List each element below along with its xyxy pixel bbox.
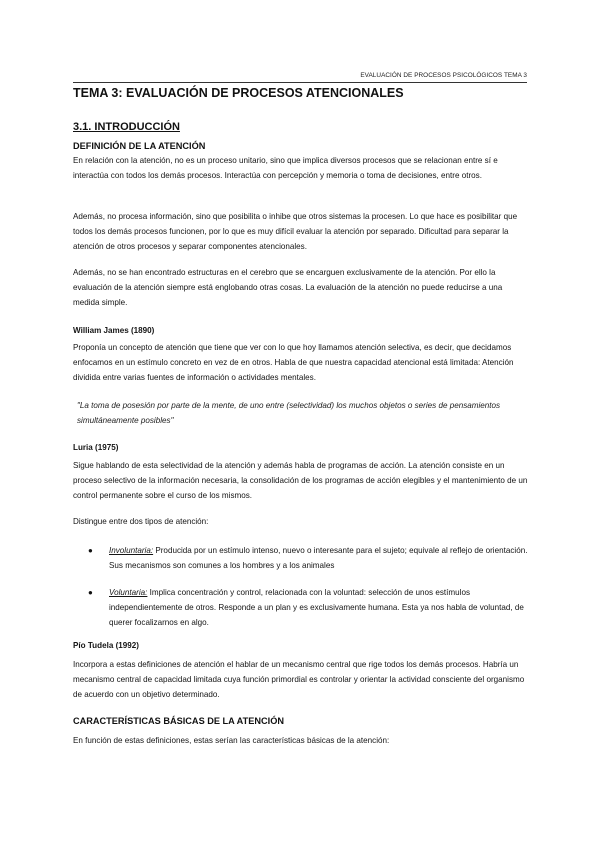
author-james: William James (1890) — [73, 326, 155, 335]
list-item-text: Producida por un estímulo intenso, nuevo o interesante para el sujeto; equivale al reflejo de orientación. Sus mecanismos son comunes a los hombres y a los animales — [109, 546, 528, 570]
running-header: EVALUACIÓN DE PROCESOS PSICOLÓGICOS TEMA 3 — [360, 72, 527, 79]
subheading-caracteristicas: CARACTERÍSTICAS BÁSICAS DE LA ATENCIÓN — [73, 716, 284, 726]
bullet-icon: ● — [88, 546, 93, 555]
term-voluntaria: Voluntaria: — [109, 588, 148, 597]
author-tudela: Pío Tudela (1992) — [73, 641, 139, 650]
paragraph-luria: Sigue hablando de esta selectividad de la atención y además habla de programas de acción. La atención consiste en un proceso selectivo de la información necesaria, la consolidación de los programas de acción elegibles y el mantenimiento de un control permanente sobre el curso de los mismos. — [73, 461, 528, 500]
bullet-icon: ● — [88, 588, 93, 597]
paragraph-definicion-1: En relación con la atención, no es un proceso unitario, sino que implica diversos procesos que se relacionan entre sí e interactúa con todos los demás procesos. Interactúa con percepción y memoria o toma de decisiones, entre otros. — [73, 156, 498, 180]
list-item-text: Implica concentración y control, relacionada con la voluntad: selección de unos estímulos independientemente de otros. Responde a un plan y es exclusivamente humana. Esta ya nos habla de voluntad, de querer focalizarnos en algo. — [109, 588, 524, 627]
paragraph-tudela: Incorpora a estas definiciones de atención el hablar de un mecanismo central que rige todos los demás procesos. Habría un mecanismo central de capacidad limitada cuya función primordial es controlar y orientar la actividad consciente del organismo de acuerdo con un objetivo determinado. — [73, 660, 525, 699]
paragraph-caracteristicas: En función de estas definiciones, estas serían las características básicas de la atención: — [73, 736, 390, 745]
paragraph-definicion-2: Además, no procesa información, sino que posibilita o inhibe que otros sistemas la procesen. Lo que hace es posibilitar que todos los demás procesos funcionen, por lo que es muy difícil evaluar la atención por separado. Dificultad para separar la atención de otros procesos y separar componentes atencionales. — [73, 212, 518, 251]
list-item-voluntaria — [109, 585, 529, 630]
page-title: TEMA 3: EVALUACIÓN DE PROCESOS ATENCIONALES — [73, 86, 404, 100]
author-luria: Luria (1975) — [73, 443, 119, 452]
term-involuntaria: Involuntaria: — [109, 546, 154, 555]
paragraph-james: Proponía un concepto de atención que tiene que ver con lo que hoy llamamos atención selectiva, es decir, que decidamos enfocamos en un estímulo concreto en vez de en otros. Habla de que nuestra capacidad atencional está limitada: Atención dividida entre varias fuentes de información o actividades mentales. — [73, 343, 514, 382]
section-heading: 3.1. INTRODUCCIÓN — [73, 121, 180, 133]
quote-james: "La toma de posesión por parte de la mente, de uno entre (selectividad) los muchos objetos o series de pensamientos simultáneamente posibles" — [77, 401, 501, 425]
list-item-involuntaria — [109, 543, 529, 573]
header-rule — [73, 82, 527, 83]
subheading-definicion: DEFINICIÓN DE LA ATENCIÓN — [73, 141, 206, 151]
paragraph-definicion-3: Además, no se han encontrado estructuras en el cerebro que se encarguen exclusivamente de la atención. Por ello la evaluación de la atención siempre está englobando otras cosas. La evaluación de la atención no puede reducirse a una medida simple. — [73, 268, 503, 307]
paragraph-distingue: Distingue entre dos tipos de atención: — [73, 517, 209, 526]
